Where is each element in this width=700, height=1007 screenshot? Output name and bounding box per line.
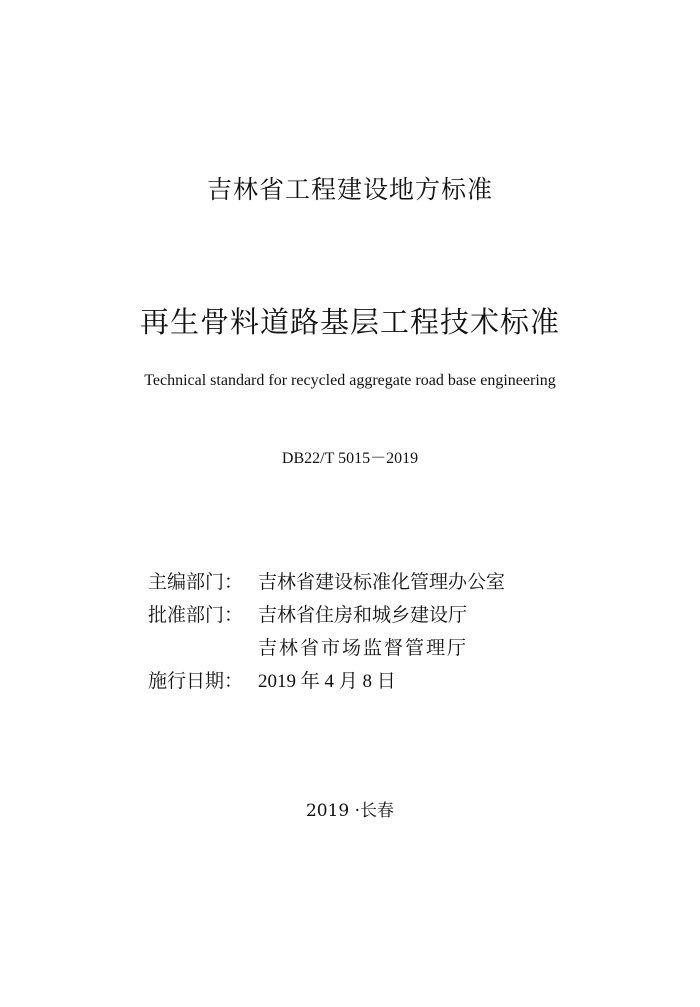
info-row-effective-date: [148, 665, 568, 698]
info-row-approver: [148, 599, 568, 632]
info-label: 批准部门：: [148, 604, 244, 626]
info-value: 2019 年 4 月 8 日: [258, 671, 396, 692]
english-title: Technical standard for recycled aggregate road base engineering: [144, 372, 556, 389]
info-block: [148, 566, 568, 698]
main-title: 再生骨料道路基层工程技术标准: [139, 305, 560, 339]
info-value: 吉林省市场监督管理厅: [258, 637, 469, 659]
standard-number: DB22/T 5015－2019: [281, 450, 419, 467]
info-row-chief-editor: [148, 566, 568, 599]
info-value: 吉林省建设标准化管理办公室: [258, 571, 506, 593]
series-title: 吉林省工程建设地方标准: [206, 175, 493, 204]
footer-place-date: 2019 ·长春: [305, 801, 395, 821]
info-row-approver-2: [148, 632, 568, 665]
info-label: 主编部门：: [148, 571, 244, 593]
info-label: [148, 632, 258, 665]
info-label: 施行日期：: [148, 670, 244, 692]
info-value: 吉林省住房和城乡建设厅: [258, 604, 468, 626]
